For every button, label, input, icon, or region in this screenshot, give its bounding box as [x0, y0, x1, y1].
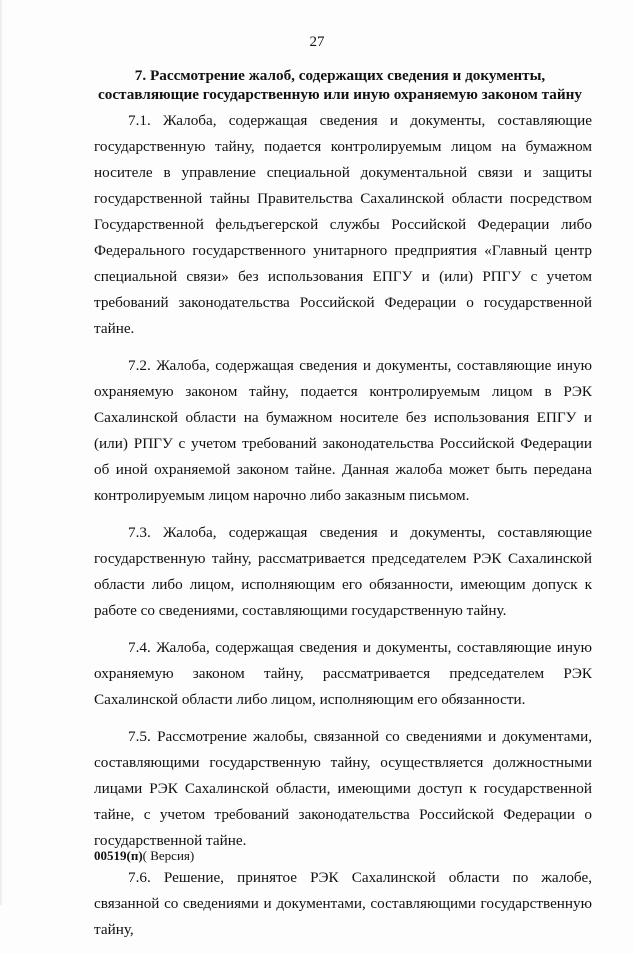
section-heading-line-2: составляющие государственную или иную охраняемую законом тайну [97, 86, 582, 103]
document-code: 00519(п) [94, 848, 143, 863]
document-version: ( Версия) [142, 848, 195, 863]
document-footer [94, 848, 194, 864]
paragraph-7-4: 7.4. Жалоба, содержащая сведения и документы, составляющие иную охраняемую законом тайну, рассматривается председателем РЭК Сахалинской области либо лицом, исполняющим его обязанности. [94, 639, 592, 708]
paragraph-7-3: 7.3. Жалоба, содержащая сведения и документы, составляющие государственную тайну, рассматривается председателем РЭК Сахалинской области либо лицом, исполняющим его обязанности, имеющим допуск к работе со сведениями, составляющими государственную тайну. [94, 524, 592, 619]
paragraph-7-6: 7.6. Решение, принятое РЭК Сахалинской области по жалобе, связанной со сведениями и документами, составляющими государственную тайну, [94, 869, 592, 938]
paragraph-7-1: 7.1. Жалоба, содержащая сведения и документы, составляющие государственную тайну, подается контролируемым лицом на бумажном носителе в управление специальной документальной связи и защиты государственной тайны Правительства Сахалинской области посредством Государственной фельдъегерской службы Российской Федерации либо Федерального государственного унитарного предприятия «Главный центр специальной связи» без использования ЕПГУ и (или) РПГУ с учетом требований законодательства Российской Федерации о государственной тайне. [94, 112, 592, 337]
body-text [94, 108, 592, 954]
paragraph-7-5: 7.5. Рассмотрение жалобы, связанной со сведениями и документами, составляющими государственную тайну, осуществляется должностными лицами РЭК Сахалинской области, имеющими доступ к государственной тайне, с учетом требований законодательства Российской Федерации о государственной тайне. [94, 728, 592, 849]
section-heading-line-1: 7. Рассмотрение жалоб, содержащих сведения и документы, [134, 67, 546, 84]
section-heading [90, 66, 590, 104]
scan-edge-shadow [0, 0, 3, 905]
paragraph-7-2: 7.2. Жалоба, содержащая сведения и документы, составляющие иную охраняемую законом тайну, подается контролируемым лицом в РЭК Сахалинской области на бумажном носителе без использования ЕПГУ и (или) РПГУ с учетом требований законодательства Российской Федерации об иной охраняемой законом тайне. Данная жалоба может быть передана контролируемым лицом нарочно либо заказным письмом. [94, 357, 592, 504]
page-number: 27 [309, 34, 325, 50]
